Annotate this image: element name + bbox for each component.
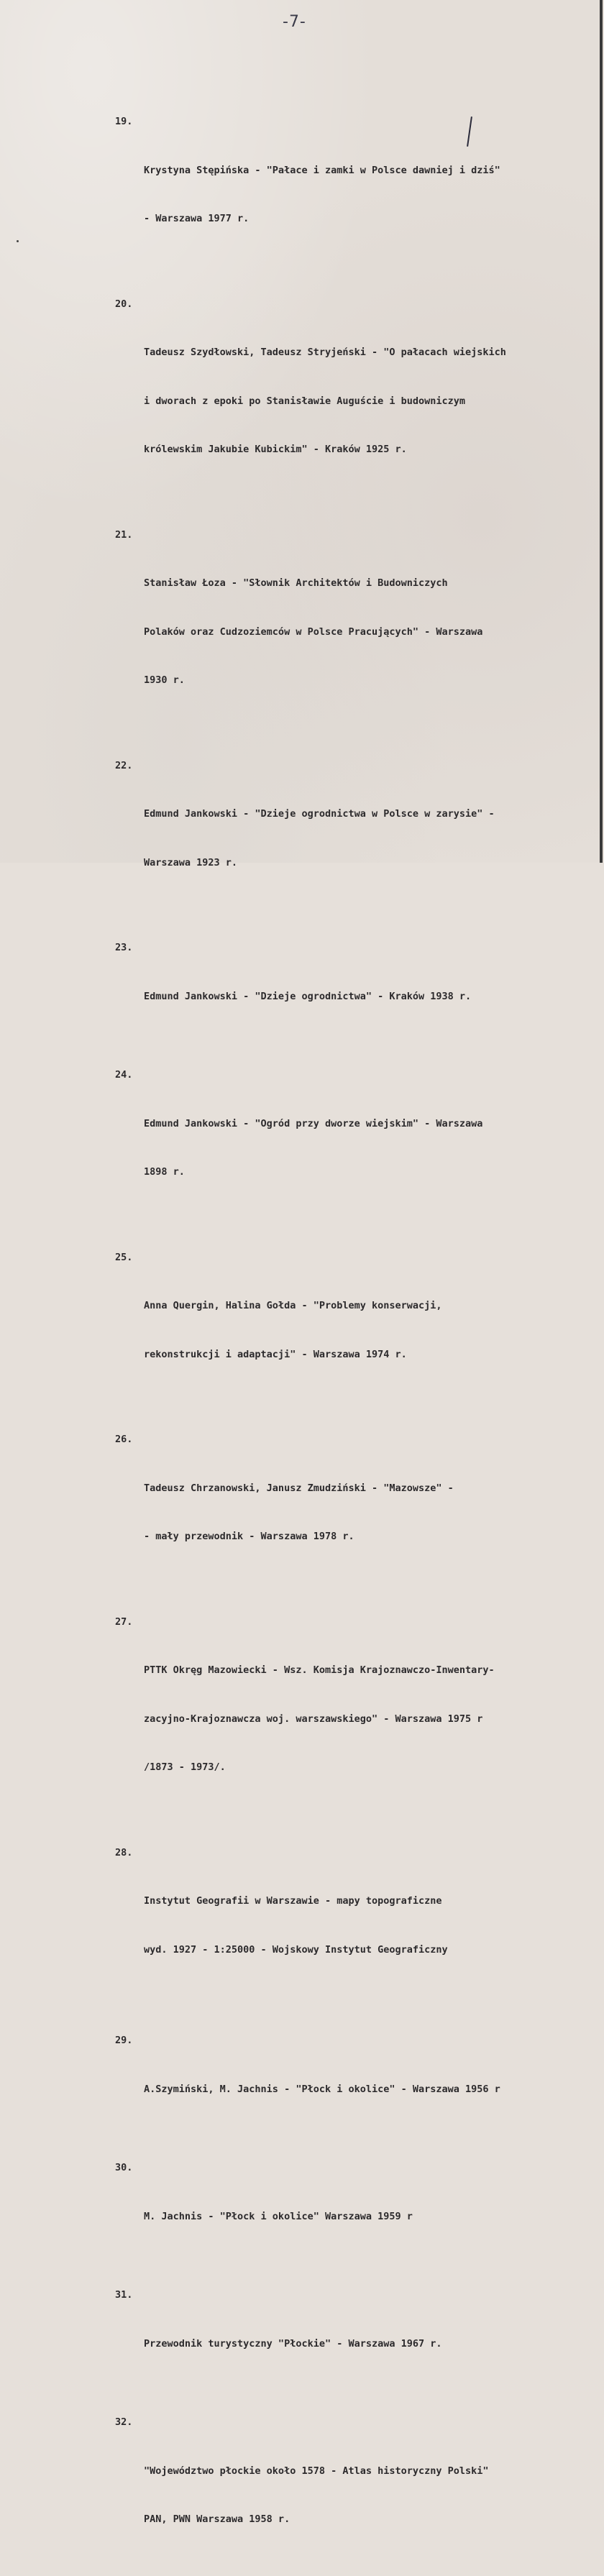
page-number: -7- (283, 13, 306, 31)
entry-text: Tadeusz Szydłowski, Tadeusz Stryjeński - "O pałacach wiejskich (144, 347, 506, 358)
entry-text: "Województwo płockie około 1578 - Atlas historyczny Polski" (144, 2465, 489, 2477)
entry-number: 30. (115, 2162, 133, 2173)
list-item (115, 2287, 604, 2384)
entry-text: królewskim Jakubie Kubickim" - Kraków 1925 r. (144, 444, 407, 455)
list-item (115, 2160, 604, 2257)
entry-text: 1898 r. (144, 1166, 185, 1178)
entry-number: 28. (115, 1846, 133, 1858)
entry-number: 32. (115, 2416, 133, 2428)
bibliography-list (115, 81, 604, 2576)
list-item (115, 296, 604, 490)
entry-number: 22. (115, 759, 133, 771)
entry-number: 24. (115, 1069, 133, 1081)
entry-number: 26. (115, 1434, 133, 1445)
entry-text: A.Szymiński, M. Jachnis - "Płock i okolice" - Warszawa 1956 r (144, 2083, 500, 2095)
entry-text: Warszawa 1923 r. (144, 856, 238, 868)
list-item (115, 2414, 604, 2560)
entry-text: - Warszawa 1977 r. (144, 213, 250, 224)
entry-text: PAN, PWN Warszawa 1958 r. (144, 2513, 290, 2525)
entry-text: 1930 r. (144, 674, 185, 686)
entry-text: i dworach z epoki po Stanisławie Auguście i budowniczym (144, 395, 466, 407)
entry-number: 25. (115, 1251, 133, 1263)
entry-text: PTTK Okręg Mazowiecki - Wsz. Komisja Krajoznawczo-Inwentary- (144, 1664, 495, 1676)
entry-text: Polaków oraz Cudzoziemców w Polsce Pracujących" - Warszawa (144, 625, 483, 638)
entry-text: /1873 - 1973/. (144, 1761, 226, 1773)
entry-number: 23. (115, 942, 133, 953)
entry-number: 21. (115, 528, 133, 541)
entry-text: Krystyna Stępińska - "Pałace i zamki w Polsce dawniej i dziś" (144, 164, 500, 176)
entry-text: M. Jachnis - "Płock i okolice" Warszawa 1959 r (144, 2210, 413, 2222)
margin-mark (17, 240, 19, 242)
entry-number: 20. (115, 298, 133, 310)
list-item (115, 527, 604, 721)
entry-text: rekonstrukcji i adaptacji" - Warszawa 1974 r. (144, 1348, 407, 1360)
entry-number: 31. (115, 2289, 133, 2301)
entry-text: Stanisław Łoza - "Słownik Architektów i Budowniczych (144, 577, 448, 589)
list-item (115, 1431, 604, 1577)
entry-text: wyd. 1927 - 1:25000 - Wojskowy Instytut Geograficzny (144, 1943, 448, 1956)
list-item (115, 1845, 604, 1991)
entry-text: Anna Quergin, Halina Gołda - "Problemy konserwacji, (144, 1300, 442, 1311)
list-item (115, 1250, 604, 1395)
list-item (115, 1067, 604, 1213)
entry-number: 27. (115, 1615, 133, 1628)
entry-text: Instytut Geografii w Warszawie - mapy topograficzne (144, 1895, 442, 1907)
entry-number: 29. (115, 2035, 133, 2046)
list-item (115, 1614, 604, 1808)
entry-text: Edmund Jankowski - "Ogród przy dworze wiejskim" - Warszawa (144, 1117, 483, 1129)
list-item (115, 758, 604, 904)
list-item (115, 940, 604, 1037)
entry-text: - mały przewodnik - Warszawa 1978 r. (144, 1531, 354, 1542)
entry-text: Edmund Jankowski - "Dzieje ogrodnictwa" - Kraków 1938 r. (144, 990, 472, 1002)
entry-text: Tadeusz Chrzanowski, Janusz Zmudziński - "Mazowsze" - (144, 1482, 454, 1494)
entry-text: zacyjno-Krajoznawcza woj. warszawskiego" - Warszawa 1975 r (144, 1713, 483, 1725)
entry-number: 19. (115, 116, 133, 127)
list-item (115, 114, 604, 260)
entry-text: Edmund Jankowski - "Dzieje ogrodnictwa w Polsce w zarysie" - (144, 808, 495, 820)
entry-text: Przewodnik turystyczny "Płockie" - Warszawa 1967 r. (144, 2337, 442, 2350)
list-item (115, 2032, 604, 2130)
